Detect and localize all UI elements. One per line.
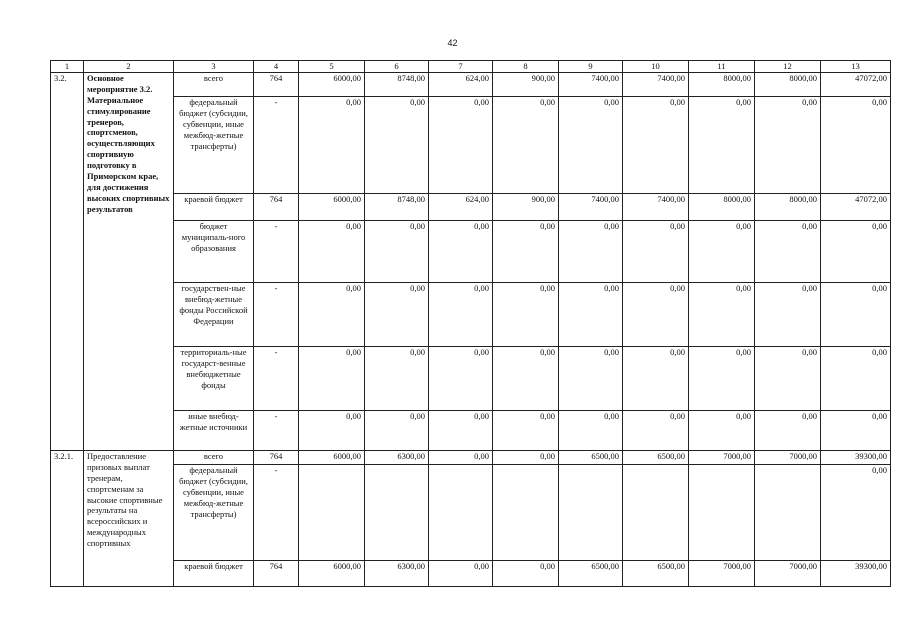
total-value: 47072,00 bbox=[821, 73, 891, 97]
year-value: 0,00 bbox=[755, 221, 821, 283]
column-header: 12 bbox=[755, 61, 821, 73]
column-header: 9 bbox=[559, 61, 623, 73]
item-description: Основное мероприятие 3.2. Материальное стимулирование тренеров, спортсменов, осуществляющих спортивную подготовку в Приморском крае, для достижения высоких спортивных результатов bbox=[84, 73, 174, 451]
year-value: 0,00 bbox=[493, 451, 559, 465]
year-value: 0,00 bbox=[493, 97, 559, 194]
funding-source: федеральный бюджет (субсидии, субвенции, иные межбюд-жетные трансферты) bbox=[174, 465, 254, 561]
year-value: 0,00 bbox=[623, 411, 689, 451]
table-row bbox=[51, 73, 891, 97]
year-value: 0,00 bbox=[559, 411, 623, 451]
column-header: 8 bbox=[493, 61, 559, 73]
column-header: 11 bbox=[689, 61, 755, 73]
ministry-code: - bbox=[254, 97, 299, 194]
year-value: 0,00 bbox=[689, 283, 755, 347]
year-value: 6500,00 bbox=[559, 561, 623, 587]
ministry-code: 764 bbox=[254, 194, 299, 221]
total-value: 0,00 bbox=[821, 97, 891, 194]
year-value: 0,00 bbox=[365, 221, 429, 283]
column-header: 13 bbox=[821, 61, 891, 73]
funding-source: федеральный бюджет (субсидии, субвенции, иные межбюд-жетные трансферты) bbox=[174, 97, 254, 194]
item-description: Предоставление призовых выплат тренерам, спортсменам за высокие спортивные результаты на всероссийских и международных спортивных bbox=[84, 451, 174, 587]
year-value: 0,00 bbox=[429, 97, 493, 194]
year-value: 0,00 bbox=[755, 411, 821, 451]
column-header: 5 bbox=[299, 61, 365, 73]
year-value bbox=[755, 465, 821, 561]
column-header: 2 bbox=[84, 61, 174, 73]
ministry-code: 764 bbox=[254, 73, 299, 97]
total-value: 0,00 bbox=[821, 221, 891, 283]
funding-source: иные внебюд-жетные источники bbox=[174, 411, 254, 451]
year-value: 0,00 bbox=[429, 347, 493, 411]
year-value: 0,00 bbox=[689, 411, 755, 451]
year-value: 0,00 bbox=[755, 97, 821, 194]
funding-source: государствен-ные внебюд-жетные фонды Российской Федерации bbox=[174, 283, 254, 347]
year-value: 0,00 bbox=[429, 283, 493, 347]
year-value: 6500,00 bbox=[623, 451, 689, 465]
year-value: 0,00 bbox=[299, 283, 365, 347]
column-header: 3 bbox=[174, 61, 254, 73]
year-value: 0,00 bbox=[755, 347, 821, 411]
year-value: 0,00 bbox=[365, 283, 429, 347]
total-value: 0,00 bbox=[821, 411, 891, 451]
year-value: 8748,00 bbox=[365, 194, 429, 221]
table-row bbox=[51, 221, 891, 283]
year-value: 0,00 bbox=[429, 561, 493, 587]
year-value: 8748,00 bbox=[365, 73, 429, 97]
year-value bbox=[299, 465, 365, 561]
year-value: 6000,00 bbox=[299, 194, 365, 221]
year-value: 0,00 bbox=[493, 283, 559, 347]
year-value: 0,00 bbox=[429, 221, 493, 283]
year-value: 6300,00 bbox=[365, 451, 429, 465]
year-value: 6500,00 bbox=[623, 561, 689, 587]
year-value: 0,00 bbox=[623, 221, 689, 283]
item-number: 3.2.1. bbox=[51, 451, 84, 587]
ministry-code: - bbox=[254, 221, 299, 283]
year-value: 8000,00 bbox=[755, 194, 821, 221]
year-value: 0,00 bbox=[623, 347, 689, 411]
year-value: 0,00 bbox=[365, 97, 429, 194]
year-value: 624,00 bbox=[429, 73, 493, 97]
column-header: 1 bbox=[51, 61, 84, 73]
total-value: 0,00 bbox=[821, 465, 891, 561]
column-header: 6 bbox=[365, 61, 429, 73]
year-value: 0,00 bbox=[755, 283, 821, 347]
year-value: 900,00 bbox=[493, 73, 559, 97]
total-value: 39300,00 bbox=[821, 561, 891, 587]
year-value: 0,00 bbox=[365, 347, 429, 411]
year-value: 7000,00 bbox=[755, 561, 821, 587]
column-header: 4 bbox=[254, 61, 299, 73]
header-row bbox=[51, 61, 891, 73]
year-value: 6300,00 bbox=[365, 561, 429, 587]
year-value: 0,00 bbox=[559, 283, 623, 347]
year-value bbox=[689, 465, 755, 561]
ministry-code: - bbox=[254, 347, 299, 411]
column-header: 10 bbox=[623, 61, 689, 73]
year-value: 0,00 bbox=[559, 347, 623, 411]
table-row bbox=[51, 451, 891, 465]
year-value: 8000,00 bbox=[689, 194, 755, 221]
ministry-code: - bbox=[254, 465, 299, 561]
year-value bbox=[429, 465, 493, 561]
year-value: 0,00 bbox=[689, 221, 755, 283]
table-row bbox=[51, 561, 891, 587]
year-value: 6000,00 bbox=[299, 451, 365, 465]
year-value bbox=[365, 465, 429, 561]
table-row bbox=[51, 283, 891, 347]
funding-source: бюджет муниципаль-ного образования bbox=[174, 221, 254, 283]
total-value: 0,00 bbox=[821, 347, 891, 411]
funding-source: всего bbox=[174, 73, 254, 97]
year-value: 7000,00 bbox=[689, 451, 755, 465]
year-value: 0,00 bbox=[559, 97, 623, 194]
year-value: 7400,00 bbox=[559, 194, 623, 221]
year-value: 7400,00 bbox=[559, 73, 623, 97]
year-value: 0,00 bbox=[493, 347, 559, 411]
year-value: 0,00 bbox=[493, 221, 559, 283]
year-value: 6000,00 bbox=[299, 561, 365, 587]
year-value: 8000,00 bbox=[755, 73, 821, 97]
total-value: 39300,00 bbox=[821, 451, 891, 465]
ministry-code: - bbox=[254, 283, 299, 347]
year-value: 0,00 bbox=[689, 347, 755, 411]
funding-source: всего bbox=[174, 451, 254, 465]
year-value: 0,00 bbox=[623, 97, 689, 194]
year-value: 0,00 bbox=[299, 347, 365, 411]
year-value: 0,00 bbox=[559, 221, 623, 283]
funding-source: территориаль-ные государст-венные внебюджетные фонды bbox=[174, 347, 254, 411]
table-row bbox=[51, 194, 891, 221]
year-value: 7400,00 bbox=[623, 194, 689, 221]
year-value: 7000,00 bbox=[689, 561, 755, 587]
year-value: 0,00 bbox=[493, 561, 559, 587]
year-value: 7400,00 bbox=[623, 73, 689, 97]
funding-source: краевой бюджет bbox=[174, 194, 254, 221]
year-value: 0,00 bbox=[365, 411, 429, 451]
year-value bbox=[493, 465, 559, 561]
year-value bbox=[623, 465, 689, 561]
table-row bbox=[51, 411, 891, 451]
table-row bbox=[51, 97, 891, 194]
year-value: 0,00 bbox=[299, 411, 365, 451]
column-header: 7 bbox=[429, 61, 493, 73]
year-value: 624,00 bbox=[429, 194, 493, 221]
year-value: 8000,00 bbox=[689, 73, 755, 97]
item-number: 3.2. bbox=[51, 73, 84, 451]
budget-table bbox=[50, 60, 891, 587]
year-value: 0,00 bbox=[299, 97, 365, 194]
table-row bbox=[51, 465, 891, 561]
year-value: 6000,00 bbox=[299, 73, 365, 97]
ministry-code: 764 bbox=[254, 451, 299, 465]
total-value: 47072,00 bbox=[821, 194, 891, 221]
ministry-code: 764 bbox=[254, 561, 299, 587]
year-value: 6500,00 bbox=[559, 451, 623, 465]
total-value: 0,00 bbox=[821, 283, 891, 347]
year-value: 7000,00 bbox=[755, 451, 821, 465]
year-value: 0,00 bbox=[429, 451, 493, 465]
year-value: 0,00 bbox=[299, 221, 365, 283]
year-value: 0,00 bbox=[429, 411, 493, 451]
year-value: 0,00 bbox=[689, 97, 755, 194]
year-value: 0,00 bbox=[623, 283, 689, 347]
table-row bbox=[51, 347, 891, 411]
page-number: 42 bbox=[447, 38, 458, 48]
ministry-code: - bbox=[254, 411, 299, 451]
year-value bbox=[559, 465, 623, 561]
year-value: 900,00 bbox=[493, 194, 559, 221]
funding-source: краевой бюджет bbox=[174, 561, 254, 587]
year-value: 0,00 bbox=[493, 411, 559, 451]
